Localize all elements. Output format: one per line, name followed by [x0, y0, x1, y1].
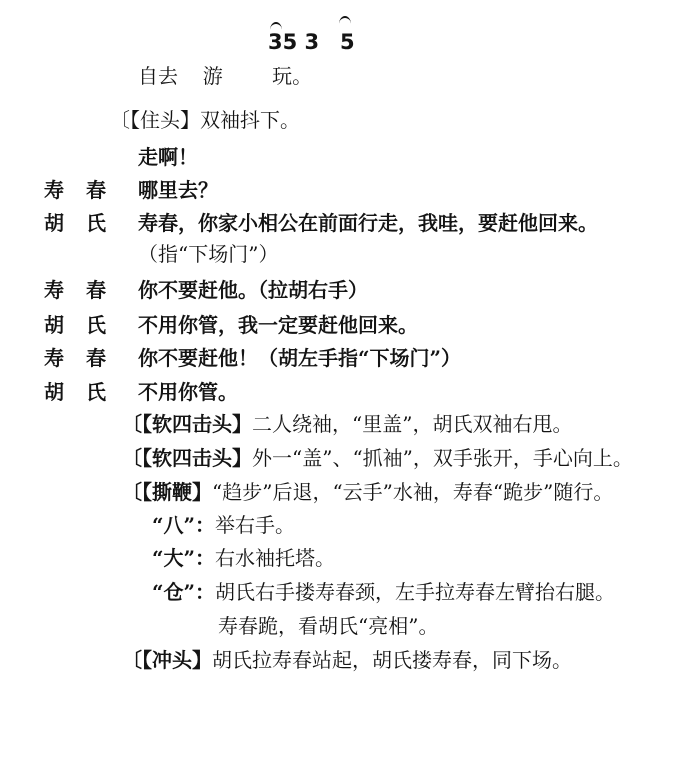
lyric-line: 自去 游 玩。: [138, 64, 313, 88]
music-cue: 〔【冲头】: [122, 648, 212, 672]
stage-direction: [122, 648, 572, 672]
dialogue-text: 不用你管，我一定要赶他回来。: [138, 313, 418, 337]
action-text: 胡氏拉寿春站起，胡氏搂寿春，同下场。: [212, 648, 572, 672]
dialogue-text: 走啊！: [138, 145, 198, 169]
action-text: 右水袖托塔。: [215, 546, 336, 570]
action-text: 胡氏右手搂寿春颈，左手拉寿春左臂抬右腿。: [215, 580, 616, 604]
stage-direction: [152, 580, 615, 604]
music-cue: 〔【软四击头】: [122, 412, 252, 436]
stage-direction: （指“下场门”）: [138, 242, 279, 266]
notation-n1: 35 3: [268, 30, 320, 54]
action-text: 外一“盖”、“抓袖”，双手张开，手心向上。: [252, 446, 633, 470]
stage-direction: [122, 446, 633, 470]
speaker-name: 胡 氏: [44, 380, 106, 404]
notation-n2: 5: [340, 30, 355, 54]
beat-cue: “仓”：: [152, 580, 216, 604]
slur-mark: [339, 16, 351, 24]
stage-direction: [218, 614, 438, 638]
beat-cue: “八”：: [152, 513, 216, 537]
stage-direction: [122, 480, 613, 504]
dialogue-text: 哪里去？: [138, 178, 218, 202]
slur-mark: [270, 22, 282, 30]
action-text: 举右手。: [215, 513, 296, 537]
music-cue: 〔【软四击头】: [122, 446, 252, 470]
action-text: 寿春跪，看胡氏“亮相”。: [218, 614, 439, 638]
stage-direction: [152, 513, 295, 537]
dialogue-text: 寿春，你家小相公在前面行走，我哇，要赶他回来。: [138, 211, 598, 235]
speaker-name: 寿 春: [44, 346, 106, 370]
stage-direction: [122, 412, 572, 436]
stage-direction: [152, 546, 335, 570]
speaker-name: 寿 春: [44, 178, 106, 202]
stage-direction: 〔【住头】双袖抖下。: [110, 108, 300, 132]
dialogue-text: 你不要赶他！（胡左手指“下场门”）: [138, 346, 462, 370]
beat-cue: “大”：: [152, 546, 216, 570]
music-cue: 〔【撕鞭】: [122, 480, 212, 504]
dialogue-text: 你不要赶他。（拉胡右手）: [138, 278, 368, 302]
speaker-name: 胡 氏: [44, 211, 106, 235]
action-text: “趋步”后退，“云手”水袖，寿春“跪步”随行。: [212, 480, 614, 504]
speaker-name: 胡 氏: [44, 313, 106, 337]
dialogue-text: 不用你管。: [138, 380, 238, 404]
action-text: 二人绕袖，“里盖”，胡氏双袖右甩。: [252, 412, 573, 436]
speaker-name: 寿 春: [44, 278, 106, 302]
